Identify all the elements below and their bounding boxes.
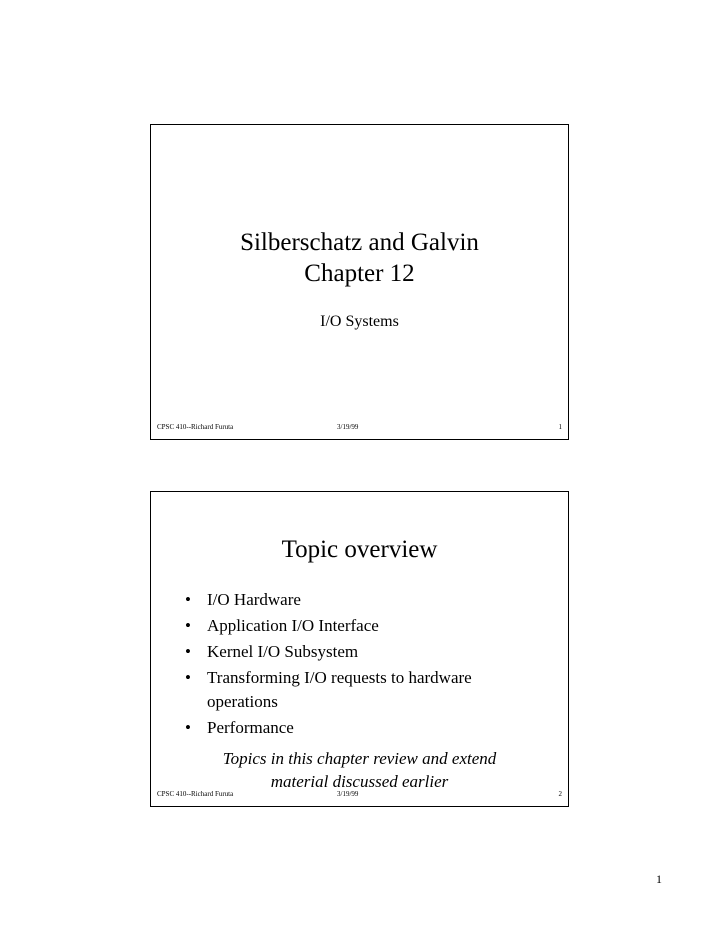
- slide-1-title: [151, 227, 568, 289]
- slide-2-footer: [151, 789, 568, 799]
- topic-list-item: [185, 666, 545, 714]
- slide-1-title-line-2: Chapter 12: [304, 260, 415, 287]
- slide-2-note-line-1: Topics in this chapter review and extend: [222, 749, 497, 768]
- topic-text: Transforming I/O requests to hardware operations: [207, 668, 472, 711]
- slide-2-footer-date: 3/19/99: [337, 790, 359, 798]
- topic-text: Application I/O Interface: [207, 616, 379, 635]
- slide-1-footer-author: CPSC 410--Richard Furuta: [157, 423, 234, 431]
- slide-2: [150, 491, 569, 807]
- bullet-icon: •: [185, 616, 191, 635]
- slide-1-title-line-1: Silberschatz and Galvin: [240, 229, 479, 256]
- topic-text: Performance: [207, 718, 294, 737]
- slide-2-footer-author: CPSC 410--Richard Furuta: [157, 790, 234, 798]
- slide-1: [150, 124, 569, 440]
- topic-list: [185, 588, 545, 742]
- page-number: 1: [656, 872, 662, 886]
- topic-list-item: [185, 716, 545, 740]
- topic-list-item: [185, 588, 545, 612]
- bullet-icon: •: [185, 590, 191, 609]
- bullet-icon: •: [185, 668, 191, 687]
- slide-1-subtitle: I/O Systems: [320, 313, 399, 330]
- bullet-icon: •: [185, 642, 191, 661]
- bullet-icon: •: [185, 718, 191, 737]
- slide-2-footer-number: 2: [558, 790, 562, 798]
- topic-list-item: [185, 640, 545, 664]
- slide-2-note-line-2: material discussed earlier: [270, 772, 449, 791]
- topic-text: Kernel I/O Subsystem: [207, 642, 359, 661]
- topic-text: I/O Hardware: [207, 590, 301, 609]
- slide-1-footer-date: 3/19/99: [337, 423, 359, 431]
- slide-2-note: [151, 747, 568, 793]
- slide-1-footer-number: 1: [558, 423, 562, 431]
- topic-list-item: [185, 614, 545, 638]
- slide-2-title: Topic overview: [281, 536, 438, 563]
- slide-1-footer: [151, 422, 568, 432]
